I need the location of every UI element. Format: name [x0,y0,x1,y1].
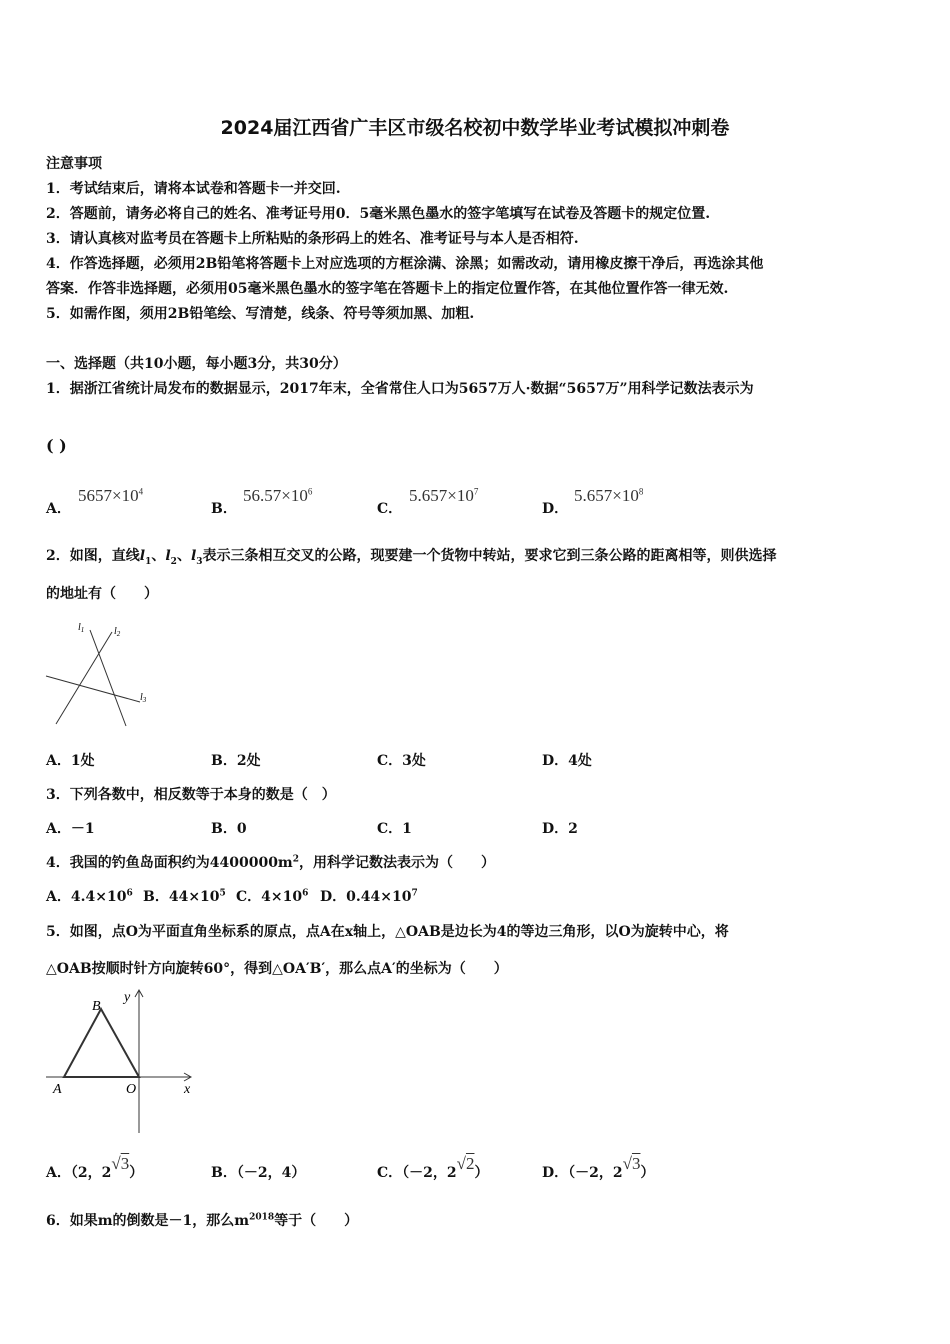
label-x: x [184,1082,191,1097]
label-l3: $l_3$ [140,692,147,704]
q3-text: 3．下列各数中，相反数等于本身的数是（ ） [46,787,336,803]
q5-option-c: C．（－2，2√2） [377,1154,489,1181]
q4-option-a: A．$4.4\times 10^6$ [46,888,133,905]
q6-text: 6．如果m的倒数是－1，那么$m^{2018}$等于（ ） [46,1212,359,1229]
triangle-oab [64,1009,139,1077]
line-l1 [90,630,126,726]
q2-option-a: A．1处 [46,753,95,769]
line-l3 [46,676,140,702]
page-title: 2024届江西省广丰区市级名校初中数学毕业考试模拟冲刺卷 [220,117,730,139]
q5-text: 5．如图，点O为平面直角坐标系的原点，点A在x轴上，△OAB是边长为4的等边三角形，以O为旋转中心，将 [46,924,729,940]
q2-option-d: D．4处 [542,753,592,769]
q2-option-c: C．3处 [377,753,426,769]
label-y: y [124,990,131,1005]
q5-text-cont: △OAB按顺时针方向旋转60°，得到△OA′B′，那么点A′的坐标为（ ） [46,961,508,977]
q3-option-d: D．2 [542,821,578,837]
label-b: B [92,999,101,1014]
section-heading: 一、选择题（共10小题，每小题3分，共30分） [46,356,347,372]
q1-option-a-value: $5657\times 10^4$ [78,486,144,505]
q2-text-cont: 的地址有（ ） [46,586,158,602]
q1-text: 1．据浙江省统计局发布的数据显示，2017年末，全省常住人口为5657万人·数据“5657万”用科学记数法表示为 [46,381,754,397]
q1-option-d-value: $5.657\times 10^8$ [574,486,644,505]
notice-item-4-cont: 答案．作答非选择题，必须用05毫米黑色墨水的签字笔在答题卡上的指定位置作答，在其他位置作答一律无效. [46,281,729,297]
q3-option-b: B．0 [211,821,247,837]
label-a: A [53,1082,62,1097]
notice-item-5: 5．如需作图，须用2B铅笔绘、写清楚，线条、符号等须加黑、加粗. [46,306,475,322]
label-l2: $l_2$ [114,626,121,638]
q1-option-c-label: C． [377,501,403,517]
line-l2 [56,632,112,724]
q5-option-a: A．（2，2√3） [46,1154,144,1181]
notice-item-2: 2．答题前，请务必将自己的姓名、准考证号用0．5毫米黑色墨水的签字笔填写在试卷及答题卡的规定位置. [46,206,711,222]
notice-item-1: 1．考试结束后，请将本试卷和答题卡一并交回. [46,181,341,197]
q4-option-c: C．$4\times 10^6$ [236,888,309,905]
q1-option-a-label: A． [46,501,71,517]
label-o: O [126,1082,137,1097]
notice-heading: 注意事项 [46,156,102,172]
q2-figure-three-lines [44,618,156,728]
q5-figure-triangle [44,985,196,1135]
q4-option-b: B．$44\times 10^5$ [143,888,226,905]
q1-option-d-label: D． [542,501,569,517]
q1-option-c-value: $5.657\times 10^7$ [409,486,479,505]
q5-option-b: B．（－2，4） [211,1165,306,1181]
q4-option-d: D．$0.44\times 10^7$ [320,888,418,905]
q1-option-b-label: B． [211,501,237,517]
q5-option-d: D．（－2，2√3） [542,1154,655,1181]
q1-option-b-value: $56.57\times 10^6$ [243,486,313,505]
label-l1: $l_1$ [78,622,85,634]
q1-paren: ( ) [46,436,67,455]
q2-text: 2．如图，直线$l_1$、$l_2$、$l_3$表示三条相互交叉的公路，现要建一个货物中转站，要求它到三条公路的距离相等，则供选择 [46,548,777,567]
notice-item-4: 4．作答选择题，必须用2B铅笔将答题卡上对应选项的方框涂满、涂黑；如需改动，请用橡皮擦干净后，再选涂其他 [46,256,764,272]
q4-text: 4．我国的钓鱼岛面积约为$4400000m^2$，用科学记数法表示为（ ） [46,854,496,871]
notice-item-3: 3．请认真核对监考员在答题卡上所粘贴的条形码上的姓名、准考证号与本人是否相符. [46,231,579,247]
q3-option-c: C．1 [377,821,412,837]
q3-option-a: A．－1 [46,821,95,837]
q2-option-b: B．2处 [211,753,261,769]
